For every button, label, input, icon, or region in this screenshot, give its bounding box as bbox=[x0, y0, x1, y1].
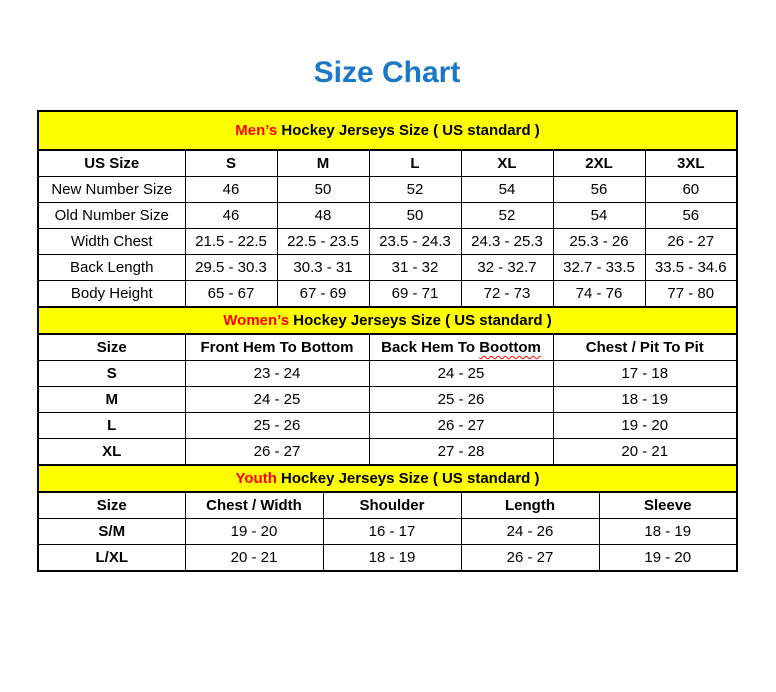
mens-column-header-6: 3XL bbox=[645, 150, 737, 177]
mens-header-row bbox=[38, 150, 737, 177]
womens-body bbox=[38, 361, 737, 466]
youth-size-table bbox=[37, 464, 738, 572]
mens-value-cell: 69 - 71 bbox=[369, 281, 461, 308]
mens-size-table bbox=[37, 110, 738, 308]
mens-column-header-5: 2XL bbox=[553, 150, 645, 177]
womens-row-label: L bbox=[38, 413, 185, 439]
womens-band-highlight: Women’s bbox=[223, 312, 290, 329]
mens-value-cell: 60 bbox=[645, 177, 737, 203]
youth-value-cell: 26 - 27 bbox=[461, 545, 599, 572]
mens-value-cell: 22.5 - 23.5 bbox=[277, 229, 369, 255]
womens-row bbox=[38, 439, 737, 466]
mens-value-cell: 23.5 - 24.3 bbox=[369, 229, 461, 255]
mens-value-cell: 74 - 76 bbox=[553, 281, 645, 308]
mens-row-label: Width Chest bbox=[38, 229, 185, 255]
womens-value-cell: 24 - 25 bbox=[369, 361, 553, 387]
youth-band-text: Hockey Jerseys Size ( US standard ) bbox=[276, 470, 540, 487]
mens-value-cell: 54 bbox=[461, 177, 553, 203]
mens-row bbox=[38, 177, 737, 203]
mens-value-cell: 26 - 27 bbox=[645, 229, 737, 255]
youth-column-header-0: Size bbox=[38, 492, 185, 519]
womens-value-cell: 20 - 21 bbox=[553, 439, 737, 466]
youth-value-cell: 19 - 20 bbox=[599, 545, 737, 572]
youth-value-cell: 18 - 19 bbox=[599, 519, 737, 545]
mens-value-cell: 54 bbox=[553, 203, 645, 229]
mens-value-cell: 24.3 - 25.3 bbox=[461, 229, 553, 255]
mens-value-cell: 56 bbox=[553, 177, 645, 203]
mens-value-cell: 33.5 - 34.6 bbox=[645, 255, 737, 281]
mens-head bbox=[38, 111, 737, 177]
youth-band-highlight: Youth bbox=[235, 470, 277, 487]
youth-body bbox=[38, 519, 737, 572]
mens-value-cell: 21.5 - 22.5 bbox=[185, 229, 277, 255]
mens-value-cell: 32 - 32.7 bbox=[461, 255, 553, 281]
mens-row-label: New Number Size bbox=[38, 177, 185, 203]
mens-value-cell: 25.3 - 26 bbox=[553, 229, 645, 255]
mens-value-cell: 77 - 80 bbox=[645, 281, 737, 308]
mens-value-cell: 50 bbox=[369, 203, 461, 229]
mens-value-cell: 65 - 67 bbox=[185, 281, 277, 308]
mens-band-text: Hockey Jerseys Size ( US standard ) bbox=[277, 122, 540, 139]
womens-row-label: S bbox=[38, 361, 185, 387]
womens-value-cell: 24 - 25 bbox=[185, 387, 369, 413]
youth-value-cell: 19 - 20 bbox=[185, 519, 323, 545]
mens-value-cell: 46 bbox=[185, 177, 277, 203]
youth-row-label: S/M bbox=[38, 519, 185, 545]
womens-value-cell: 26 - 27 bbox=[185, 439, 369, 466]
youth-column-header-1: Chest / Width bbox=[185, 492, 323, 519]
mens-column-header-2: M bbox=[277, 150, 369, 177]
womens-column-header-1: Front Hem To Bottom bbox=[185, 334, 369, 361]
womens-value-cell: 23 - 24 bbox=[185, 361, 369, 387]
youth-header-row bbox=[38, 492, 737, 519]
youth-head bbox=[38, 465, 737, 519]
youth-band-row bbox=[38, 465, 737, 492]
mens-value-cell: 72 - 73 bbox=[461, 281, 553, 308]
womens-value-cell: 26 - 27 bbox=[369, 413, 553, 439]
womens-value-cell: 18 - 19 bbox=[553, 387, 737, 413]
womens-row bbox=[38, 387, 737, 413]
mens-column-header-1: S bbox=[185, 150, 277, 177]
mens-value-cell: 46 bbox=[185, 203, 277, 229]
womens-value-cell: 25 - 26 bbox=[185, 413, 369, 439]
mens-value-cell: 56 bbox=[645, 203, 737, 229]
mens-value-cell: 30.3 - 31 bbox=[277, 255, 369, 281]
youth-value-cell: 18 - 19 bbox=[323, 545, 461, 572]
womens-value-cell: 25 - 26 bbox=[369, 387, 553, 413]
page-title: Size Chart bbox=[313, 56, 461, 89]
womens-row bbox=[38, 413, 737, 439]
mens-band-highlight: Men’s bbox=[235, 122, 278, 139]
youth-column-header-2: Shoulder bbox=[323, 492, 461, 519]
youth-row-label: L/XL bbox=[38, 545, 185, 572]
womens-value-cell: 17 - 18 bbox=[553, 361, 737, 387]
mens-row bbox=[38, 255, 737, 281]
mens-value-cell: 32.7 - 33.5 bbox=[553, 255, 645, 281]
mens-column-header-0: US Size bbox=[38, 150, 185, 177]
mens-row bbox=[38, 229, 737, 255]
mens-value-cell: 48 bbox=[277, 203, 369, 229]
mens-value-cell: 52 bbox=[461, 203, 553, 229]
mens-row-label: Old Number Size bbox=[38, 203, 185, 229]
youth-value-cell: 20 - 21 bbox=[185, 545, 323, 572]
womens-column-header-2: Back Hem To Boottom bbox=[369, 334, 553, 361]
mens-column-header-3: L bbox=[369, 150, 461, 177]
youth-row bbox=[38, 545, 737, 572]
womens-row-label: XL bbox=[38, 439, 185, 466]
womens-value-cell: 27 - 28 bbox=[369, 439, 553, 466]
womens-head bbox=[38, 307, 737, 361]
youth-section-title bbox=[38, 465, 737, 492]
mens-value-cell: 67 - 69 bbox=[277, 281, 369, 308]
mens-row-label: Back Length bbox=[38, 255, 185, 281]
womens-column-header-3: Chest / Pit To Pit bbox=[553, 334, 737, 361]
mens-value-cell: 52 bbox=[369, 177, 461, 203]
mens-value-cell: 50 bbox=[277, 177, 369, 203]
mens-band-row bbox=[38, 111, 737, 150]
womens-band-row bbox=[38, 307, 737, 334]
womens-row-label: M bbox=[38, 387, 185, 413]
womens-row bbox=[38, 361, 737, 387]
youth-column-header-3: Length bbox=[461, 492, 599, 519]
womens-value-cell: 19 - 20 bbox=[553, 413, 737, 439]
mens-value-cell: 31 - 32 bbox=[369, 255, 461, 281]
youth-value-cell: 16 - 17 bbox=[323, 519, 461, 545]
youth-column-header-4: Sleeve bbox=[599, 492, 737, 519]
mens-value-cell: 29.5 - 30.3 bbox=[185, 255, 277, 281]
mens-column-header-4: XL bbox=[461, 150, 553, 177]
youth-value-cell: 24 - 26 bbox=[461, 519, 599, 545]
womens-band-text: Hockey Jerseys Size ( US standard ) bbox=[289, 312, 552, 329]
mens-body bbox=[38, 177, 737, 308]
mens-row bbox=[38, 203, 737, 229]
womens-column-header-0: Size bbox=[38, 334, 185, 361]
mens-row-label: Body Height bbox=[38, 281, 185, 308]
womens-size-table bbox=[37, 306, 738, 466]
misspelled-word: Boottom bbox=[479, 339, 541, 356]
mens-section-title bbox=[38, 111, 737, 150]
mens-row bbox=[38, 281, 737, 308]
womens-header-row bbox=[38, 334, 737, 361]
womens-section-title bbox=[38, 307, 737, 334]
youth-row bbox=[38, 519, 737, 545]
